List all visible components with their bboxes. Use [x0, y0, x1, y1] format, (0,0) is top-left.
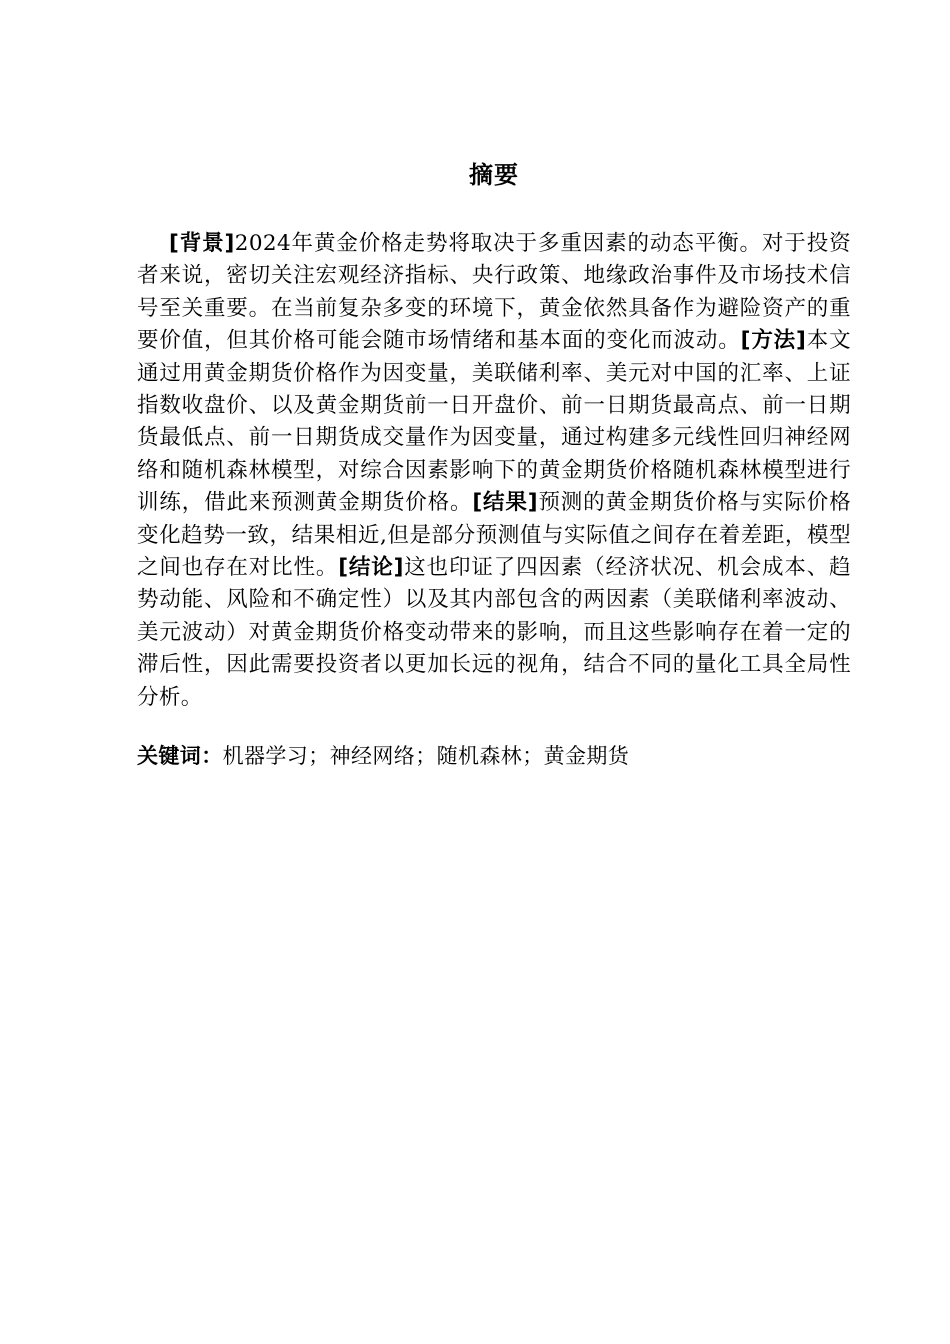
keywords-label: 关键词：	[137, 744, 223, 768]
result-text: 预测的黄金期货价格与实际价格变化趋势一致，结果相近,但是部分预测值与实际值之间存在着差距，模型之间也存在对比性。	[137, 490, 851, 581]
method-text: 本文通过用黄金期货价格作为因变量，美联储利率、美元对中国的汇率、上证指数收盘价、以及黄金期货前一日开盘价、前一日期货最高点、前一日期货最低点、前一日期货成交量作为因变量，通过构建多元线性回归神经网络和随机森林模型，对综合因素影响下的黄金期货价格随机森林模型进行训练，借此来预测黄金期货价格。	[137, 328, 851, 516]
keywords-text: 机器学习；神经网络；随机森林；黄金期货	[222, 744, 630, 768]
background-text: 2024年黄金价格走势将取决于多重因素的动态平衡。对于投资者来说，密切关注宏观经济指标、央行政策、地缘政治事件及市场技术信号至关重要。在当前复杂多变的环境下，黄金依然具备作为避险资产的重要价值，但其价格可能会随市场情绪和基本面的变化而波动。	[137, 231, 851, 354]
abstract-paragraph	[137, 228, 851, 714]
method-tag: [方法]	[740, 328, 807, 354]
result-tag: [结果]	[472, 490, 538, 516]
conclusion-text: 这也印证了四因素（经济状况、机会成本、趋势动能、风险和不确定性）以及其内部包含的两因素（美联储利率波动、美元波动）对黄金期货价格变动带来的影响，而且这些影响存在着一定的滞后性，因此需要投资者以更加长远的视角，结合不同的量化工具全局性分析。	[137, 555, 851, 710]
background-tag: [背景]	[169, 231, 235, 256]
keywords-line	[137, 740, 851, 772]
abstract-title: 摘要	[469, 161, 519, 189]
conclusion-tag: [结论]	[338, 555, 404, 581]
